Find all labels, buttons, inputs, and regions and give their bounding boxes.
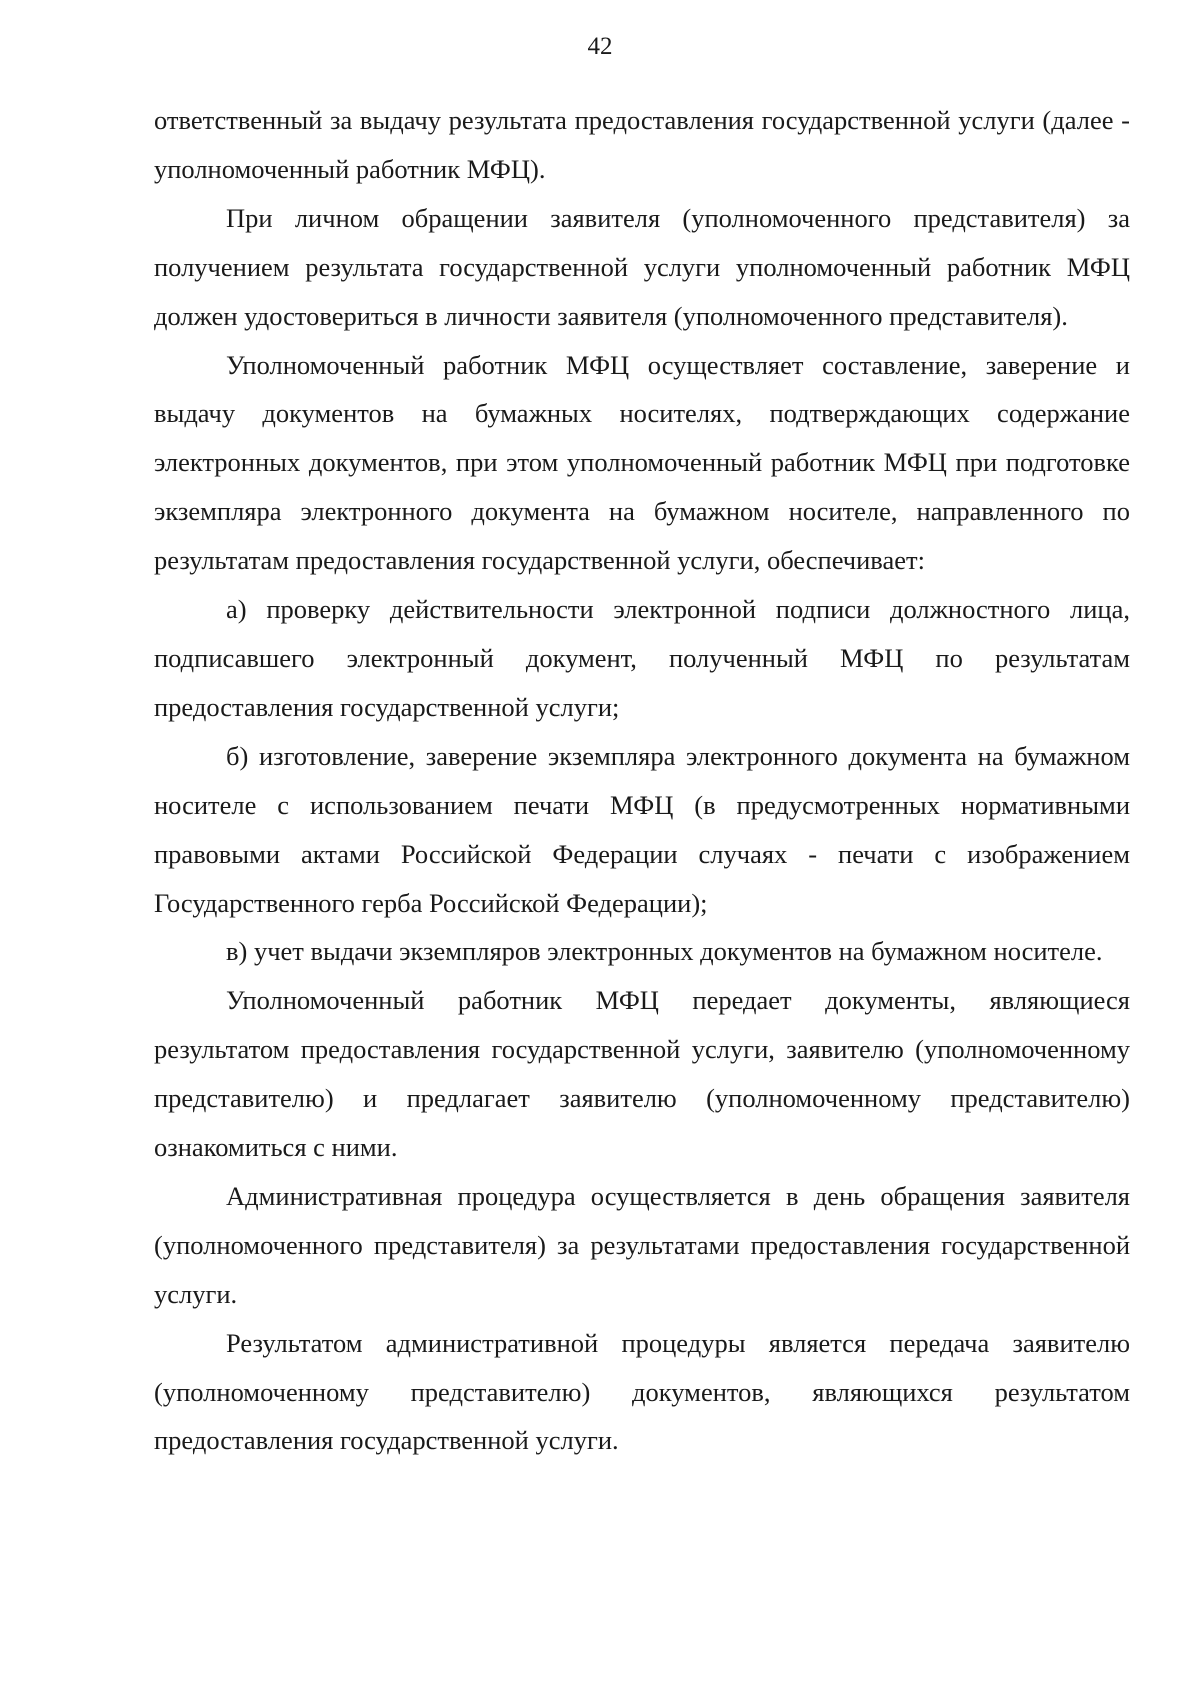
- paragraph-1: ответственный за выдачу результата предоставления государственной услуги (далее - уполномоченный работник МФЦ).: [154, 105, 1130, 184]
- paragraph-7: Уполномоченный работник МФЦ передает документы, являющиеся результатом предоставления государственной услуги, заявителю (уполномоченному представителю) и предлагает заявителю (уполномоченному представителю) ознакомиться с ними.: [154, 985, 1130, 1163]
- list-item-a: а) проверку действительности электронной подписи должностного лица, подписавшего электронный документ, полученный МФЦ по результатам предоставления государственной услуги;: [154, 594, 1130, 722]
- paragraph-3: Уполномоченный работник МФЦ осуществляет составление, заверение и выдачу документов на бумажных носителях, подтверждающих содержание электронных документов, при этом уполномоченный работник МФЦ при подготовке экземпляра электронного документа на бумажном носителе, направленного по результатам предоставления государственной услуги, обеспечивает:: [154, 349, 1130, 576]
- page-number: 42: [587, 33, 613, 60]
- list-item-b: б) изготовление, заверение экземпляра электронного документа на бумажном носителе с использованием печати МФЦ (в предусмотренных нормативными правовыми актами Российской Федерации случаях - печати с изображением Государственного герба Российской Федерации);: [154, 740, 1130, 918]
- document-body: [154, 96, 1130, 1465]
- paragraph-8: Административная процедура осуществляется в день обращения заявителя (уполномоченного представителя) за результатами предоставления государственной услуги.: [154, 1180, 1130, 1309]
- list-item-c: в) учет выдачи экземпляров электронных документов на бумажном носителе.: [226, 936, 1103, 967]
- paragraph-2: При личном обращении заявителя (уполномоченного представителя) за получением результата государственной услуги уполномоченный работник МФЦ должен удостовериться в личности заявителя (уполномоченного представителя).: [154, 202, 1130, 331]
- paragraph-9: Результатом административной процедуры является передача заявителю (уполномоченному представителю) документов, являющихся результатом предоставления государственной услуги.: [154, 1327, 1130, 1456]
